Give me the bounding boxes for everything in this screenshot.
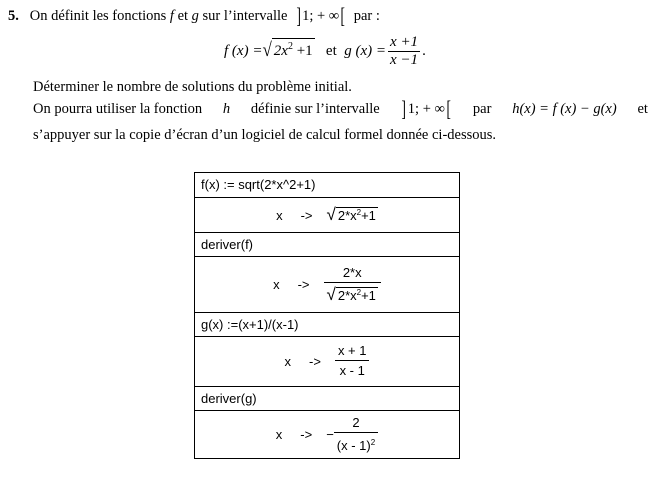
interval-value: 1; + ∞	[302, 8, 340, 24]
pourra-text-2: définie sur l’intervalle	[250, 101, 380, 117]
cas-result-3-var: x	[284, 354, 292, 369]
interval-bracket-left: ]	[296, 3, 301, 28]
cas-result-3-fraction	[335, 342, 370, 381]
interval-bracket-right: [	[340, 3, 345, 28]
cas-result-2-radicand	[336, 287, 378, 303]
cas-result-3-denominator: x - 1	[339, 363, 365, 378]
g-def-numerator: x +1	[390, 34, 419, 50]
g-def-dot: .	[422, 42, 426, 59]
cas-result-4-numerator: 2	[334, 414, 378, 433]
cas-result-2-tail: +1	[361, 287, 376, 303]
interval2-value: 1; + ∞	[407, 101, 445, 117]
cas-result-1-var: x	[276, 207, 283, 223]
cas-result-1-rad-text: 2*x	[337, 208, 357, 223]
cas-command-4	[195, 386, 459, 410]
exercise-line-appuyer: s’appuyer sur la copie d’écran d’un logiciel de calcul formel donnée ci-dessous.	[33, 127, 497, 143]
cas-result-3-numerator: x + 1	[335, 342, 370, 361]
cas-screenshot	[194, 172, 460, 459]
function-definitions	[224, 34, 426, 69]
exercise-number: 5.	[8, 8, 19, 24]
sqrt-icon: √	[262, 38, 272, 61]
f-def-sqrt	[262, 38, 314, 60]
f-def-lhs: f (x) =	[224, 42, 263, 59]
intro-text: On définit les fonctions	[29, 8, 167, 24]
et-word: et	[177, 8, 189, 24]
cas-result-1-exp: 2	[356, 208, 362, 217]
pourra-text: On pourra utiliser la fonction	[33, 101, 203, 117]
interval-2	[400, 96, 452, 121]
h-definition: h(x) = f (x) − g(x)	[512, 101, 617, 117]
cas-result-2-sqrt	[327, 283, 378, 306]
cas-result-2-numerator: 2*x	[324, 264, 381, 283]
cas-result-4-arrow: ->	[300, 427, 313, 442]
f-def-radicand: 2x	[273, 42, 288, 59]
cas-result-1-tail: +1	[361, 208, 376, 223]
interval-text: sur l’intervalle	[202, 8, 288, 24]
cas-result-1-sqrt	[327, 205, 378, 225]
cas-result-2-rad-text: 2*x	[337, 287, 357, 303]
interval2-bracket-right: [	[446, 96, 451, 121]
cas-result-2-fraction	[324, 264, 381, 306]
cas-result-4-fraction	[334, 414, 378, 456]
cas-result-3	[195, 336, 459, 386]
g-def-denominator: x −1	[390, 52, 419, 68]
cas-result-3-arrow: ->	[309, 354, 321, 369]
et-word-2: et	[325, 42, 337, 59]
cas-result-2-var: x	[273, 277, 280, 292]
cas-result-2-denominator	[324, 283, 381, 306]
par-word: par :	[353, 8, 380, 24]
f-def-plus: +1	[292, 42, 313, 59]
g-def-lhs: g (x) =	[344, 42, 387, 59]
cas-result-1-arrow: ->	[300, 207, 313, 223]
function-f-name: f	[169, 8, 174, 24]
exercise-line-pourra	[33, 96, 648, 121]
cas-result-1	[195, 197, 459, 232]
par-word-2: par	[472, 101, 492, 117]
f-def-exponent: 2	[287, 40, 293, 52]
cas-command-1	[195, 173, 459, 197]
cas-result-2-arrow: ->	[297, 277, 310, 292]
interval2-bracket-left: ]	[401, 96, 407, 121]
cas-result-4-minus: −	[326, 427, 334, 442]
et-word-3: et	[637, 101, 648, 117]
cas-result-2	[195, 256, 459, 312]
function-g-name: g	[191, 8, 199, 24]
sqrt-icon: √	[326, 205, 336, 224]
cas-command-2-text: deriver(f)	[201, 237, 254, 252]
function-h-name: h	[222, 101, 231, 117]
cas-result-4-den-text: (x - 1)	[336, 437, 371, 453]
cas-result-2-exp: 2	[356, 287, 362, 297]
g-def-fraction	[388, 34, 420, 69]
cas-result-4-var: x	[275, 427, 283, 442]
sqrt-icon: √	[326, 284, 336, 304]
cas-command-1-text: f(x) := sqrt(2*x^2+1)	[201, 177, 316, 192]
cas-command-3	[195, 312, 459, 336]
cas-result-1-radicand	[336, 207, 378, 223]
cas-command-4-text: deriver(g)	[201, 391, 257, 406]
exercise-line-1	[8, 3, 380, 28]
cas-result-4-denominator	[334, 433, 378, 456]
cas-command-3-text: g(x) :=(x+1)/(x-1)	[201, 317, 299, 332]
exercise-line-determine: Déterminer le nombre de solutions du problème initial.	[33, 79, 352, 95]
cas-result-4	[195, 410, 459, 458]
cas-command-2	[195, 232, 459, 256]
cas-result-4-exp: 2	[370, 437, 376, 447]
f-def-radicand-box	[272, 38, 315, 59]
